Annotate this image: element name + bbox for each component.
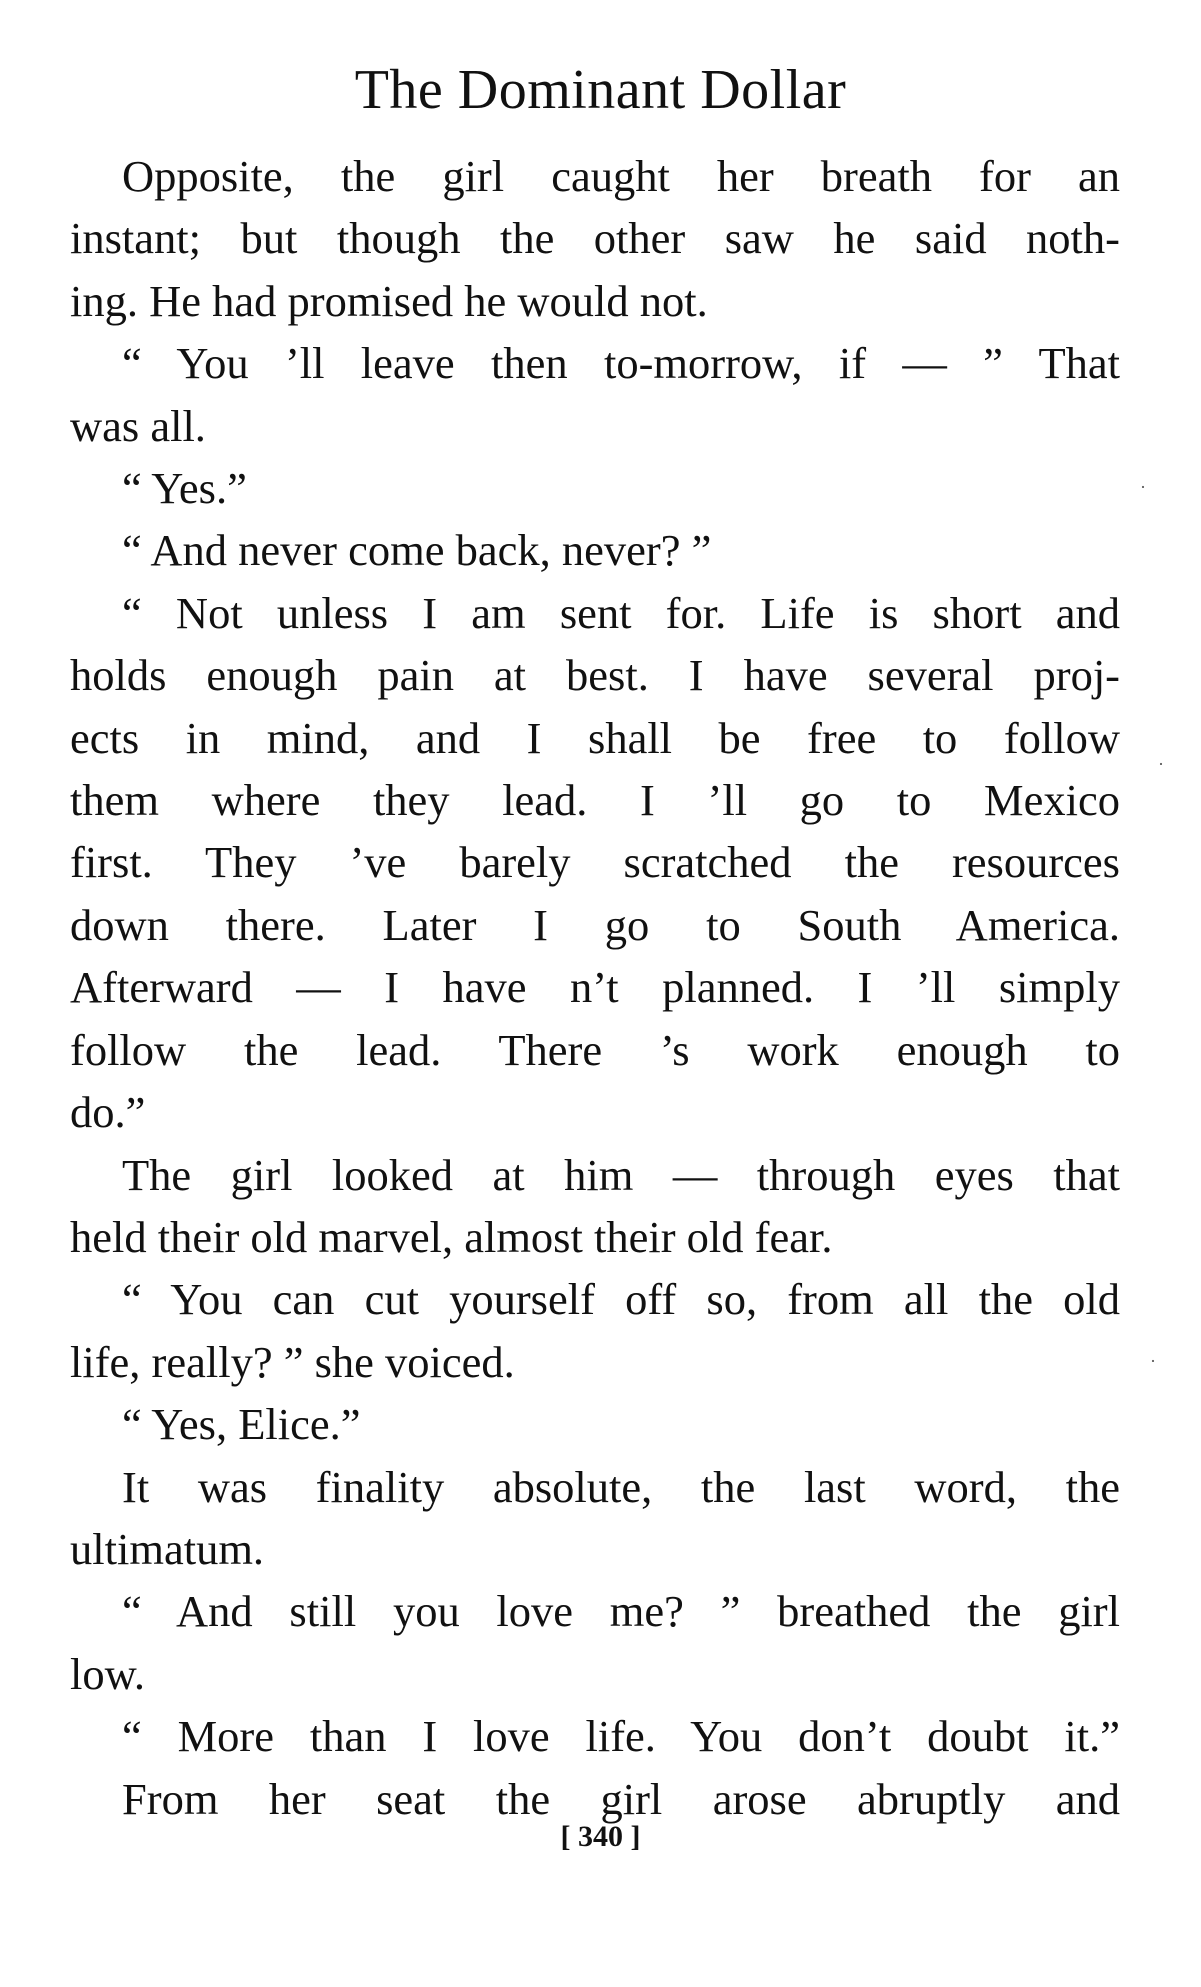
scan-speck: · bbox=[1150, 1351, 1156, 1371]
page-number: [ 340 ] bbox=[560, 1820, 641, 1853]
paragraph bbox=[70, 1144, 1120, 1269]
text-line: From her seat the girl arose abruptly and bbox=[122, 1773, 1120, 1824]
paragraph bbox=[70, 457, 1120, 519]
text-line: “ More than I love life. You don’t doubt it.” bbox=[122, 1711, 1120, 1762]
text-line: The girl looked at him — through eyes that bbox=[122, 1149, 1120, 1200]
body-text bbox=[70, 145, 1120, 1830]
paragraph bbox=[70, 519, 1120, 581]
text-line: Opposite, the girl caught her breath for an bbox=[122, 151, 1120, 201]
paragraph bbox=[70, 1268, 1120, 1393]
paragraph bbox=[70, 1580, 1120, 1705]
text-line: Afterward — I have n’t planned. I ’ll simply bbox=[70, 962, 1120, 1013]
text-line: them where they lead. I ’ll go to Mexico bbox=[70, 775, 1120, 826]
text-line: “ Yes.” bbox=[122, 463, 247, 514]
scan-speck: · bbox=[1158, 754, 1164, 774]
paragraph bbox=[70, 1705, 1120, 1767]
text-line: “ And still you love me? ” breathed the girl bbox=[122, 1586, 1120, 1637]
text-line: holds enough pain at best. I have several proj- bbox=[70, 650, 1120, 701]
text-line: follow the lead. There ’s work enough to bbox=[70, 1024, 1120, 1075]
text-line: ultimatum. bbox=[70, 1523, 265, 1574]
text-line: life, really? ” she voiced. bbox=[70, 1336, 515, 1387]
paragraph bbox=[70, 582, 1120, 1144]
paragraph bbox=[70, 1393, 1120, 1455]
text-line: down there. Later I go to South America. bbox=[70, 899, 1120, 950]
paragraph bbox=[70, 145, 1120, 332]
text-line: ects in mind, and I shall be free to follow bbox=[70, 712, 1120, 763]
text-line: low. bbox=[70, 1648, 145, 1699]
text-line: “ You can cut yourself off so, from all the old bbox=[122, 1274, 1120, 1325]
text-line: held their old marvel, almost their old fear. bbox=[70, 1211, 833, 1262]
paragraph bbox=[70, 1456, 1120, 1581]
text-line: “ Yes, Elice.” bbox=[122, 1399, 361, 1450]
text-line: “ And never come back, never? ” bbox=[122, 525, 712, 576]
scan-speck: · bbox=[1140, 477, 1146, 497]
text-line: ing. He had promised he would not. bbox=[70, 275, 708, 326]
text-line: was all. bbox=[70, 400, 206, 451]
text-line: It was finality absolute, the last word, the bbox=[122, 1461, 1120, 1512]
text-line: “ Not unless I am sent for. Life is short and bbox=[122, 587, 1120, 638]
paragraph bbox=[70, 332, 1120, 457]
text-line: “ You ’ll leave then to-morrow, if — ” That bbox=[122, 338, 1120, 389]
text-line: do.” bbox=[70, 1087, 146, 1138]
running-head: The Dominant Dollar bbox=[354, 59, 847, 121]
text-line: first. They ’ve barely scratched the resources bbox=[70, 837, 1120, 888]
text-line: instant; but though the other saw he said noth- bbox=[70, 213, 1120, 264]
